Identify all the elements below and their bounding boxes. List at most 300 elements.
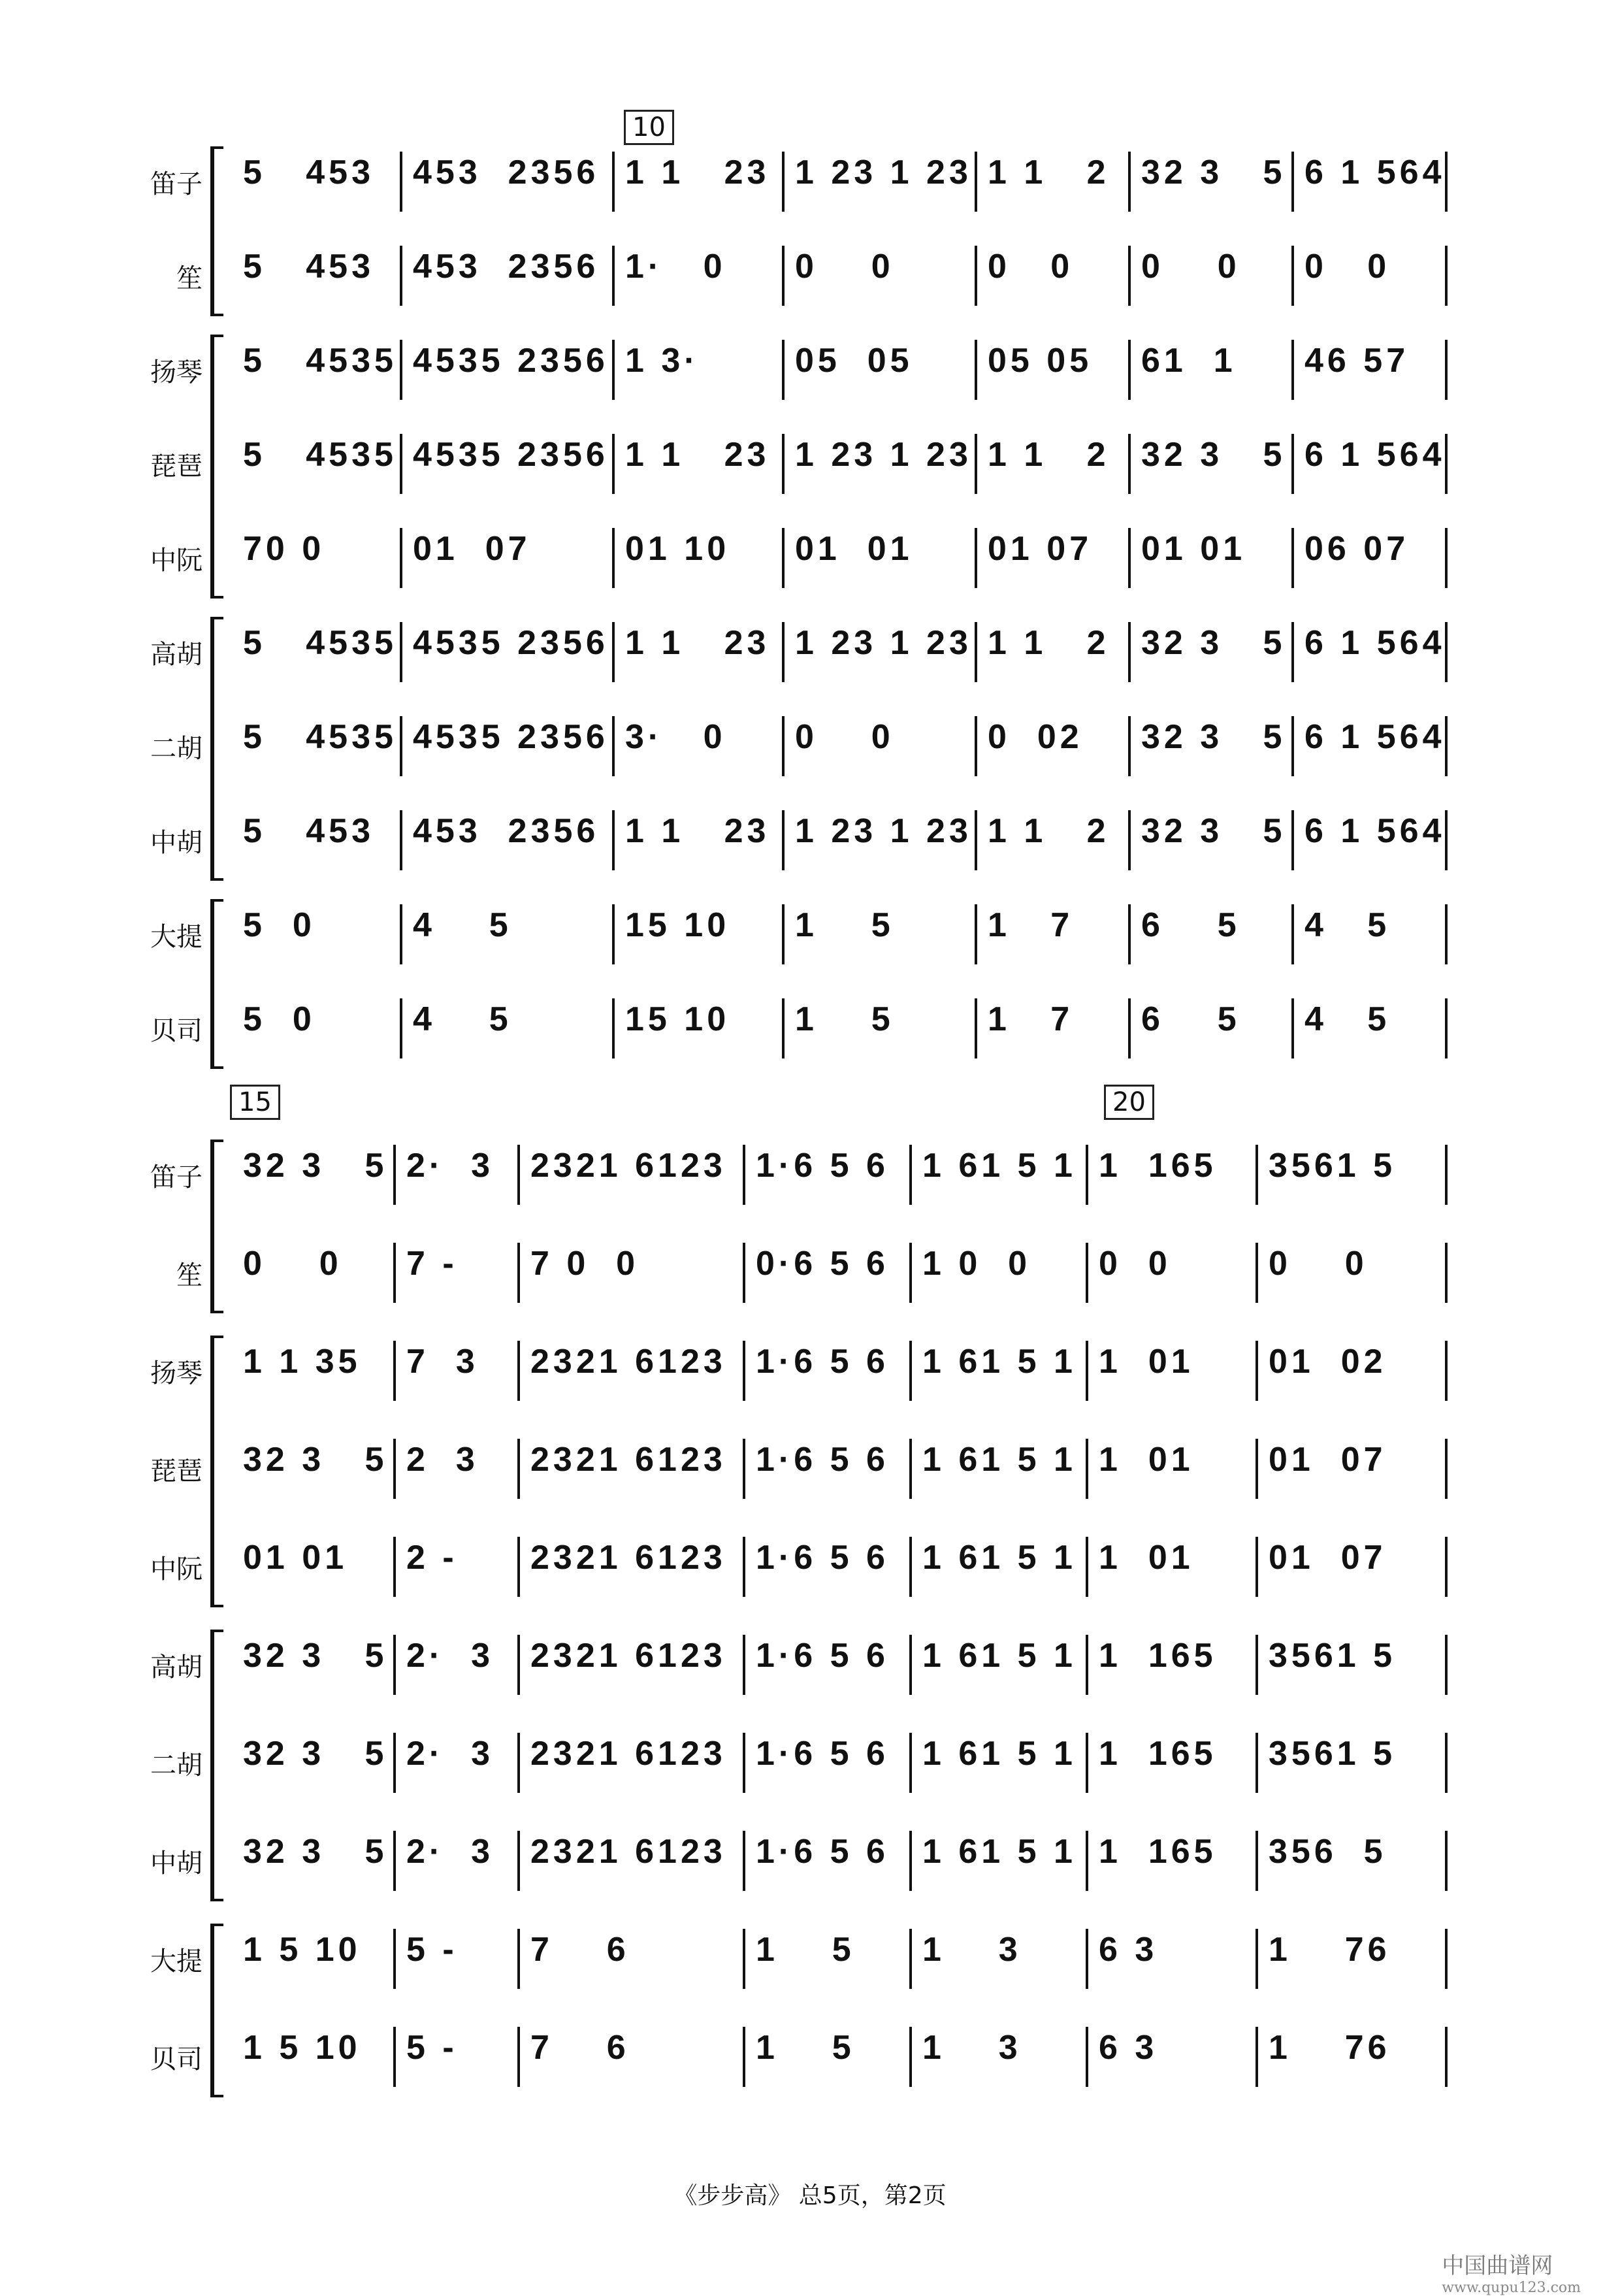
barline — [909, 1831, 912, 1891]
measure-notes: 2321 6123 — [530, 1343, 726, 1381]
barline — [517, 1341, 520, 1401]
barline — [1256, 2027, 1258, 2087]
barline — [612, 998, 615, 1058]
barline — [1291, 434, 1294, 494]
barline — [1256, 1243, 1258, 1303]
barline — [400, 716, 402, 776]
barline — [909, 2027, 912, 2087]
instrument-label: 中胡 — [150, 1848, 202, 1878]
group-brace — [210, 1924, 223, 2097]
barline — [1291, 340, 1294, 400]
barline — [393, 1635, 396, 1695]
measure-notes: 0 0 — [795, 718, 894, 756]
staff-row — [0, 238, 1620, 316]
barline — [1256, 1439, 1258, 1499]
measure-notes: 7 6 — [530, 1931, 630, 1969]
measure-notes: 32 3 5 — [243, 1833, 388, 1871]
barline — [975, 434, 977, 494]
measure-notes: 2321 6123 — [530, 1637, 726, 1675]
barline — [1128, 716, 1131, 776]
measure-notes: 1 1 23 — [625, 812, 770, 850]
instrument-label: 二胡 — [150, 734, 202, 764]
measure-notes: 1 5 10 — [243, 2029, 361, 2067]
instrument-label: 贝司 — [150, 1016, 202, 1046]
measure-notes: 32 3 5 — [1141, 718, 1286, 756]
barline — [1128, 246, 1131, 306]
page-footer: 《步步高》 总5页，第2页 — [673, 2182, 947, 2209]
measure-notes: 1 61 5 1 — [922, 1441, 1077, 1479]
measure-notes: 4535 2356 — [413, 624, 609, 662]
measure-notes: 01 07 — [988, 530, 1093, 568]
barline — [612, 622, 615, 682]
instrument-label: 笛子 — [150, 1162, 202, 1192]
barline — [1445, 1733, 1448, 1793]
measure-notes: 4 5 — [1304, 1000, 1391, 1038]
barline — [1445, 810, 1448, 870]
staff-row — [0, 426, 1620, 504]
measure-notes: 0 0 — [243, 1245, 342, 1283]
barline — [393, 1929, 396, 1989]
barline — [393, 1145, 396, 1205]
barline — [743, 1537, 745, 1597]
instrument-label: 扬琴 — [150, 357, 202, 387]
measure-notes: 5 0 — [243, 906, 316, 944]
barline — [612, 246, 615, 306]
barline — [1445, 1831, 1448, 1891]
instrument-label: 琵琶 — [150, 451, 202, 482]
staff-row — [0, 1725, 1620, 1803]
barline — [1291, 152, 1294, 212]
instrument-label: 琵琶 — [150, 1456, 202, 1486]
group-brace — [210, 617, 223, 881]
measure-notes: 1 23 1 23 — [795, 436, 972, 474]
measure-notes: 1 165 — [1099, 1147, 1217, 1185]
staff-row — [0, 1333, 1620, 1411]
barline — [1128, 528, 1131, 588]
measure-notes: 6 1 564 — [1304, 812, 1446, 850]
barline — [1445, 998, 1448, 1058]
measure-notes: 1·6 5 6 — [756, 1539, 889, 1577]
measure-notes: 1 7 — [988, 906, 1074, 944]
barline — [1445, 1635, 1448, 1695]
measure-notes: 32 3 5 — [1141, 624, 1286, 662]
measure-notes: 1 165 — [1099, 1833, 1217, 1871]
measure-notes: 6 5 — [1141, 1000, 1240, 1038]
measure-notes: 1 5 — [756, 2029, 855, 2067]
barline — [975, 622, 977, 682]
measure-notes: 0 0 — [988, 248, 1074, 286]
measure-notes: 453 2356 — [413, 154, 600, 191]
instrument-label: 扬琴 — [150, 1358, 202, 1388]
measure-notes: 2321 6123 — [530, 1735, 726, 1773]
measure-notes: 1 5 — [756, 1931, 855, 1969]
barline — [782, 622, 785, 682]
watermark-url: www.qupu123.com — [1442, 2280, 1581, 2296]
group-brace — [210, 335, 223, 599]
barline — [1291, 622, 1294, 682]
measure-notes: 1 1 2 — [988, 154, 1110, 191]
measure-notes: 2321 6123 — [530, 1833, 726, 1871]
measure-notes: 4 5 — [413, 906, 512, 944]
barline — [1256, 1145, 1258, 1205]
barline — [1086, 1537, 1088, 1597]
barline — [909, 1243, 912, 1303]
group-brace — [210, 1336, 223, 1607]
barline — [975, 246, 977, 306]
barline — [909, 1145, 912, 1205]
measure-notes: 1 5 — [795, 906, 894, 944]
barline — [782, 904, 785, 964]
barline — [1086, 1243, 1088, 1303]
measure-notes: 05 05 — [795, 342, 913, 380]
measure-notes: 6 5 — [1141, 906, 1240, 944]
group-brace — [210, 146, 223, 316]
measure-notes: 1 61 5 1 — [922, 1147, 1077, 1185]
measure-notes: 6 3 — [1099, 1931, 1158, 1969]
barline — [517, 1635, 520, 1695]
barline — [400, 810, 402, 870]
barline — [400, 904, 402, 964]
measure-notes: 32 3 5 — [1141, 154, 1286, 191]
measure-notes: 0 0 — [795, 248, 894, 286]
measure-notes: 01 02 — [1269, 1343, 1387, 1381]
measure-notes: 01 01 — [795, 530, 913, 568]
instrument-label: 高胡 — [150, 1652, 202, 1682]
staff-row — [0, 708, 1620, 787]
measure-notes: 1 61 5 1 — [922, 1343, 1077, 1381]
barline — [909, 1929, 912, 1989]
measure-notes: 0·6 5 6 — [756, 1245, 889, 1283]
barline — [400, 622, 402, 682]
barline — [1445, 716, 1448, 776]
barline — [1256, 1635, 1258, 1695]
barline — [393, 1831, 396, 1891]
measure-notes: 46 57 — [1304, 342, 1410, 380]
measure-notes: 5 0 — [243, 1000, 316, 1038]
measure-notes: 1·6 5 6 — [756, 1343, 889, 1381]
measure-notes: 1 01 — [1099, 1539, 1194, 1577]
measure-notes: 0 0 — [1099, 1245, 1171, 1283]
measure-notes: 61 1 — [1141, 342, 1237, 380]
measure-notes: 2· 3 — [406, 1637, 494, 1675]
group-brace — [210, 1630, 223, 1901]
measure-notes: 5 4535 — [243, 436, 397, 474]
barline — [393, 1341, 396, 1401]
measure-notes: 15 10 — [625, 906, 730, 944]
measure-notes: 32 3 5 — [243, 1441, 388, 1479]
barline — [612, 434, 615, 494]
barline — [393, 1243, 396, 1303]
measure-notes: 3· 0 — [625, 718, 726, 756]
watermark-text: 中国曲谱网 — [1442, 2253, 1553, 2279]
barline — [612, 528, 615, 588]
barline — [393, 1537, 396, 1597]
measure-notes: 5 4535 — [243, 718, 397, 756]
barline — [743, 1733, 745, 1793]
staff-row — [0, 520, 1620, 599]
barline — [400, 434, 402, 494]
barline — [975, 340, 977, 400]
measure-notes: 1 61 5 1 — [922, 1539, 1077, 1577]
measure-notes: 1 5 — [795, 1000, 894, 1038]
measure-notes: 4535 2356 — [413, 718, 609, 756]
measure-notes: 1·6 5 6 — [756, 1637, 889, 1675]
measure-notes: 5 4535 — [243, 342, 397, 380]
barline — [1445, 1243, 1448, 1303]
measure-notes: 32 3 5 — [243, 1147, 388, 1185]
barline — [1086, 1439, 1088, 1499]
group-brace — [210, 1140, 223, 1313]
barline — [1291, 716, 1294, 776]
instrument-label: 笙 — [176, 263, 202, 293]
barline — [1445, 434, 1448, 494]
measure-notes: 01 07 — [413, 530, 531, 568]
staff-row — [0, 991, 1620, 1069]
staff-row — [0, 1627, 1620, 1705]
barline — [1128, 998, 1131, 1058]
barline — [782, 810, 785, 870]
group-brace — [210, 899, 223, 1069]
measure-number-marker: 15 — [230, 1085, 280, 1120]
barline — [517, 1831, 520, 1891]
barline — [1128, 810, 1131, 870]
staff-row — [0, 1529, 1620, 1607]
barline — [743, 2027, 745, 2087]
measure-notes: 1 1 35 — [243, 1343, 361, 1381]
instrument-label: 高胡 — [150, 640, 202, 670]
barline — [1086, 1635, 1088, 1695]
staff-row — [0, 1235, 1620, 1313]
barline — [1086, 1831, 1088, 1891]
measure-notes: 5 4535 — [243, 624, 397, 662]
measure-notes: 7 - — [406, 1245, 458, 1283]
barline — [782, 528, 785, 588]
measure-notes: 1 23 1 23 — [795, 812, 972, 850]
barline — [1445, 1537, 1448, 1597]
staff-row — [0, 1921, 1620, 1999]
measure-notes: 32 3 5 — [243, 1637, 388, 1675]
instrument-label: 笛子 — [150, 169, 202, 199]
instrument-label: 中阮 — [150, 546, 202, 576]
measure-notes: 1 23 1 23 — [795, 624, 972, 662]
measure-notes: 01 07 — [1269, 1539, 1387, 1577]
staff-row — [0, 1823, 1620, 1901]
barline — [393, 2027, 396, 2087]
measure-notes: 0 0 — [1269, 1245, 1368, 1283]
measure-notes: 2321 6123 — [530, 1441, 726, 1479]
barline — [1445, 2027, 1448, 2087]
measure-notes: 5 453 — [243, 812, 375, 850]
barline — [743, 1831, 745, 1891]
barline — [612, 340, 615, 400]
barline — [1445, 1145, 1448, 1205]
measure-notes: 3561 5 — [1269, 1735, 1397, 1773]
barline — [517, 2027, 520, 2087]
barline — [743, 1439, 745, 1499]
barline — [909, 1341, 912, 1401]
barline — [612, 152, 615, 212]
barline — [517, 1929, 520, 1989]
barline — [1086, 1929, 1088, 1989]
instrument-label: 中胡 — [150, 828, 202, 858]
measure-notes: 1 165 — [1099, 1735, 1217, 1773]
measure-notes: 4535 2356 — [413, 342, 609, 380]
measure-notes: 6 3 — [1099, 2029, 1158, 2067]
barline — [400, 246, 402, 306]
measure-notes: 01 07 — [1269, 1441, 1387, 1479]
barline — [1086, 1145, 1088, 1205]
barline — [400, 152, 402, 212]
barline — [1291, 246, 1294, 306]
barline — [1445, 1341, 1448, 1401]
measure-notes: 2· 3 — [406, 1735, 494, 1773]
measure-notes: 4535 2356 — [413, 436, 609, 474]
measure-notes: 1 61 5 1 — [922, 1735, 1077, 1773]
measure-notes: 1 1 23 — [625, 436, 770, 474]
barline — [782, 716, 785, 776]
measure-notes: 1 76 — [1269, 1931, 1391, 1969]
barline — [1086, 1733, 1088, 1793]
measure-notes: 32 3 5 — [1141, 812, 1286, 850]
barline — [1445, 246, 1448, 306]
instrument-label: 大提 — [150, 1946, 202, 1976]
measure-notes: 4 5 — [413, 1000, 512, 1038]
staff-row — [0, 802, 1620, 881]
barline — [743, 1145, 745, 1205]
measure-notes: 1 1 2 — [988, 812, 1110, 850]
barline — [1128, 904, 1131, 964]
measure-notes: 6 1 564 — [1304, 154, 1446, 191]
measure-notes: 1 61 5 1 — [922, 1833, 1077, 1871]
measure-number-marker: 10 — [624, 110, 674, 145]
measure-notes: 1 7 — [988, 1000, 1074, 1038]
measure-notes: 1 1 23 — [625, 154, 770, 191]
instrument-label: 笙 — [176, 1260, 202, 1290]
measure-notes: 3561 5 — [1269, 1147, 1397, 1185]
barline — [1291, 528, 1294, 588]
barline — [517, 1145, 520, 1205]
barline — [1291, 904, 1294, 964]
barline — [1256, 1831, 1258, 1891]
measure-notes: 7 6 — [530, 2029, 630, 2067]
barline — [975, 904, 977, 964]
measure-notes: 1 01 — [1099, 1441, 1194, 1479]
barline — [782, 340, 785, 400]
staff-row — [0, 896, 1620, 975]
barline — [975, 716, 977, 776]
barline — [782, 434, 785, 494]
measure-notes: 1 1 2 — [988, 436, 1110, 474]
measure-notes: 06 07 — [1304, 530, 1410, 568]
barline — [743, 1341, 745, 1401]
barline — [1128, 434, 1131, 494]
barline — [975, 528, 977, 588]
barline — [975, 152, 977, 212]
instrument-label: 贝司 — [150, 2044, 202, 2075]
barline — [1128, 340, 1131, 400]
measure-notes: 1 3 — [922, 1931, 1022, 1969]
measure-notes: 1 23 1 23 — [795, 154, 972, 191]
measure-notes: 1 01 — [1099, 1343, 1194, 1381]
measure-notes: 70 0 — [243, 530, 325, 568]
barline — [743, 1635, 745, 1695]
measure-notes: 2321 6123 — [530, 1539, 726, 1577]
barline — [400, 340, 402, 400]
staff-row — [0, 1431, 1620, 1509]
measure-notes: 2· 3 — [406, 1147, 494, 1185]
staff-row — [0, 2019, 1620, 2097]
measure-notes: 3561 5 — [1269, 1637, 1397, 1675]
barline — [612, 810, 615, 870]
measure-notes: 2 3 — [406, 1441, 479, 1479]
measure-notes: 1·6 5 6 — [756, 1833, 889, 1871]
barline — [782, 246, 785, 306]
measure-notes: 4 5 — [1304, 906, 1391, 944]
measure-notes: 5 453 — [243, 248, 375, 286]
barline — [1291, 810, 1294, 870]
measure-notes: 32 3 5 — [243, 1735, 388, 1773]
measure-notes: 6 1 564 — [1304, 718, 1446, 756]
barline — [517, 1537, 520, 1597]
barline — [517, 1439, 520, 1499]
measure-notes: 6 1 564 — [1304, 624, 1446, 662]
measure-notes: 7 3 — [406, 1343, 479, 1381]
measure-notes: 5 453 — [243, 154, 375, 191]
barline — [975, 998, 977, 1058]
barline — [1128, 152, 1131, 212]
measure-notes: 1 61 5 1 — [922, 1637, 1077, 1675]
instrument-label: 二胡 — [150, 1750, 202, 1780]
measure-notes: 5 - — [406, 2029, 458, 2067]
measure-notes: 2321 6123 — [530, 1147, 726, 1185]
barline — [1445, 904, 1448, 964]
measure-notes: 1 165 — [1099, 1637, 1217, 1675]
barline — [1128, 622, 1131, 682]
instrument-label: 中阮 — [150, 1554, 202, 1584]
barline — [612, 716, 615, 776]
measure-notes: 05 05 — [988, 342, 1093, 380]
measure-notes: 1·6 5 6 — [756, 1735, 889, 1773]
staff-row — [0, 1137, 1620, 1215]
barline — [1086, 2027, 1088, 2087]
measure-notes: 1 76 — [1269, 2029, 1391, 2067]
measure-notes: 356 5 — [1269, 1833, 1387, 1871]
measure-notes: 0 0 — [1141, 248, 1240, 286]
barline — [612, 904, 615, 964]
measure-notes: 32 3 5 — [1141, 436, 1286, 474]
measure-notes: 453 2356 — [413, 248, 600, 286]
barline — [393, 1733, 396, 1793]
barline — [1256, 1537, 1258, 1597]
measure-notes: 1 1 2 — [988, 624, 1110, 662]
staff-row — [0, 332, 1620, 410]
barline — [1086, 1341, 1088, 1401]
measure-notes: 1 5 10 — [243, 1931, 361, 1969]
measure-notes: 01 01 — [1141, 530, 1246, 568]
measure-notes: 0 0 — [1304, 248, 1391, 286]
measure-notes: 5 - — [406, 1931, 458, 1969]
barline — [1256, 1733, 1258, 1793]
barline — [909, 1537, 912, 1597]
measure-notes: 1·6 5 6 — [756, 1441, 889, 1479]
barline — [1256, 1929, 1258, 1989]
barline — [1445, 1439, 1448, 1499]
barline — [1445, 528, 1448, 588]
instrument-label: 大提 — [150, 922, 202, 952]
barline — [1445, 622, 1448, 682]
measure-number-marker: 20 — [1104, 1085, 1154, 1120]
measure-notes: 1·6 5 6 — [756, 1147, 889, 1185]
